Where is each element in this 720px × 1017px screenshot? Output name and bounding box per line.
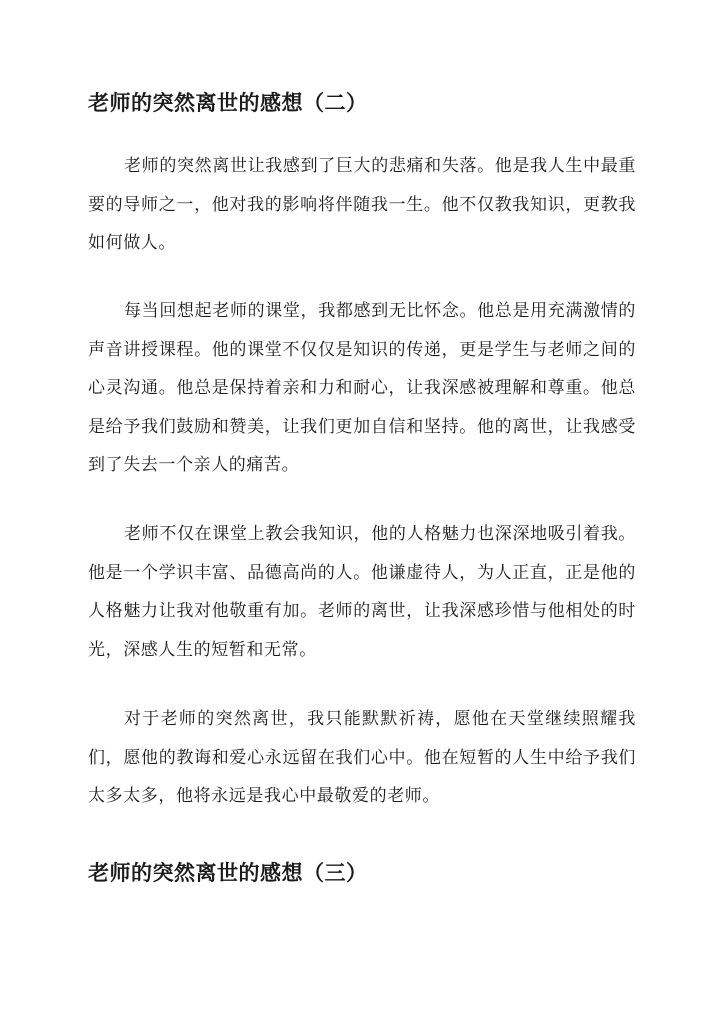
section-two-title: 老师的突然离世的感想（二）: [88, 90, 368, 115]
paragraph-4: 对于老师的突然离世，我只能默默祈祷，愿他在天堂继续照耀我们，愿他的教诲和爱心永远留在我们心中。他在短暂的人生中给予我们太多太多，他将永远是我心中最敬爱的老师。: [88, 709, 636, 806]
paragraph-3: 老师不仅在课堂上教会我知识，他的人格魅力也深深地吸引着我。他是一个学识丰富、品德高尚的人。他谦虚待人，为人正直，正是他的人格魅力让我对他敬重有加。老师的离世，让我深感珍惜与他相处的时光，深感人生的短暂和无常。: [88, 524, 636, 660]
section-three-title: 老师的突然离世的感想（三）: [88, 860, 368, 885]
paragraph-2: 每当回想起老师的课堂，我都感到无比怀念。他总是用充满激情的声音讲授课程。他的课堂不仅仅是知识的传递，更是学生与老师之间的心灵沟通。他总是保持着亲和力和耐心，让我深感被理解和尊重。他总是给予我们鼓励和赞美，让我们更加自信和坚持。他的离世，让我感受到了失去一个亲人的痛苦。: [88, 301, 636, 475]
paragraph-1: 老师的突然离世让我感到了巨大的悲痛和失落。他是我人生中最重要的导师之一，他对我的影响将伴随我一生。他不仅教我知识，更教我如何做人。: [88, 156, 636, 253]
